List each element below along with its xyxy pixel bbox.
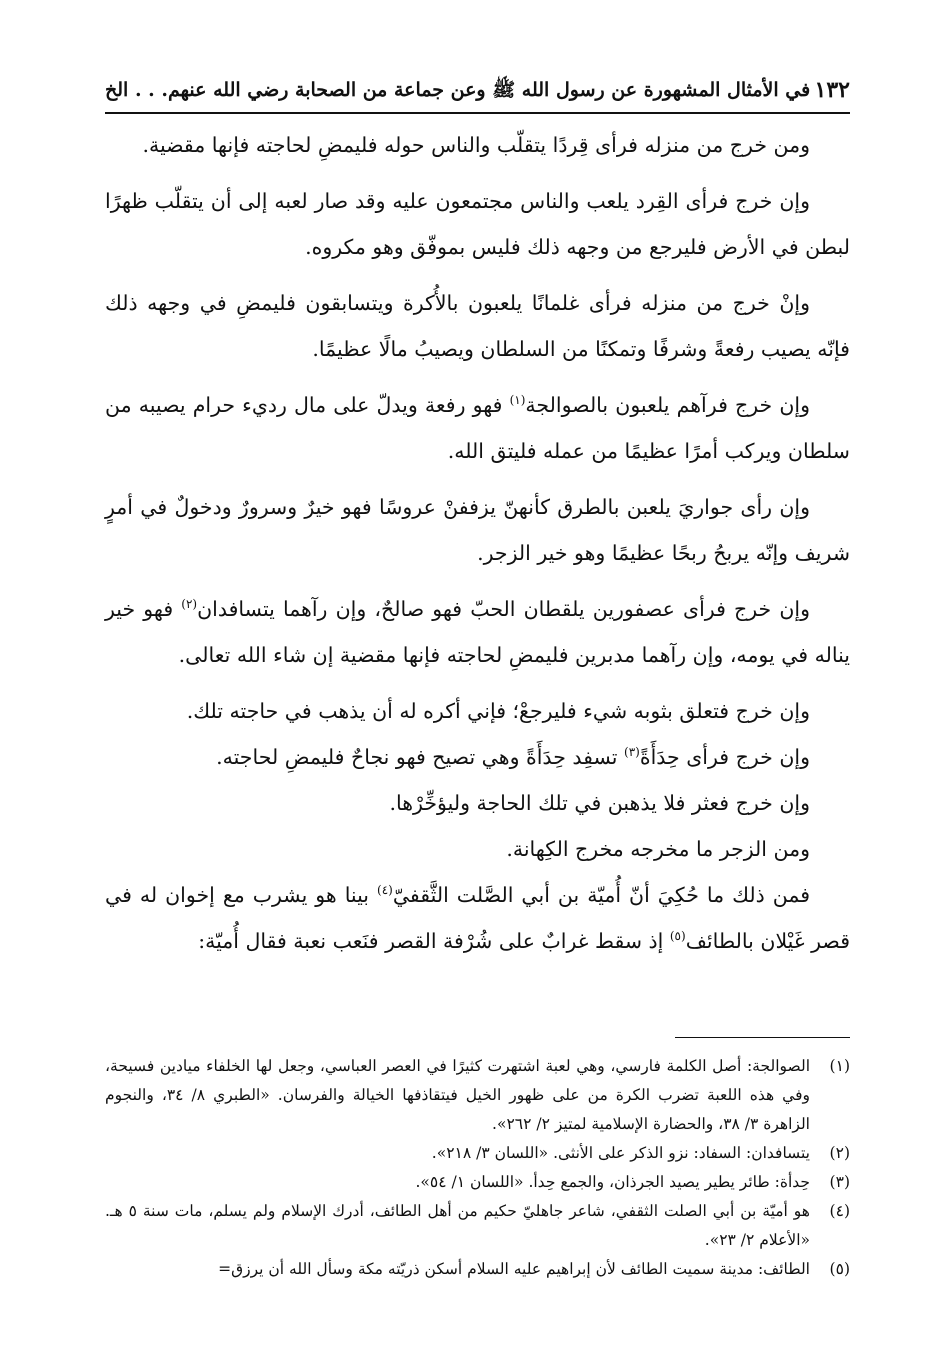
- footnote-text: حِدأة: طائر يطير يصيد الجرذان، والجمع حِدأ. «اللسان ١/ ٥٤».: [415, 1173, 810, 1191]
- footnote: [105, 1139, 850, 1168]
- footnote-number: (٥): [829, 1260, 850, 1278]
- paragraph: وإن رأى جواريَ يلعبن بالطرق كأنهنّ يزففنْ عروسًا فهو خيرٌ وسرورٌ ودخولٌ في أمرٍ شريف وإنّه يربحُ ربحًا عظيمًا وهو خير الزجر.: [105, 495, 850, 565]
- footnote-ref: (٥): [669, 929, 686, 944]
- footnote-ref: (٤): [377, 883, 393, 898]
- main-text: [105, 122, 850, 974]
- footnote-text: يتسافدان: السفاد: نزو الذكر على الأنثى. «اللسان ٣/ ٢١٨».: [431, 1144, 810, 1162]
- footnote-ref: (١): [509, 393, 526, 408]
- footnote: [105, 1197, 850, 1255]
- paragraph: وإن خرج فرأى القِرد يلعب والناس مجتمعون عليه وقد صار لعبه إلى أن يتقلّب ظهرًا لبطن في الأرض فليرجع من وجهه ذلك فليس بموفّق وهو مكروه.: [105, 189, 850, 259]
- footnote-ref: (٢): [181, 597, 198, 612]
- paragraph: [105, 734, 850, 780]
- footnote-number: (٣): [829, 1173, 850, 1191]
- paragraph-text: وإن خرج فرأى حِدَأَةً: [639, 745, 810, 769]
- footnote-ref: (٣): [624, 745, 640, 760]
- footnote: [105, 1052, 850, 1139]
- paragraph-text: تسفِد حِدَأَةً وهي تصيح فهو نجاحٌ فليمضِ لحاجته.: [216, 745, 625, 769]
- footnote: [105, 1255, 850, 1284]
- paragraph-text: بينا هو يشرب مع إخوان له في قصر غَيْلان بالطائف: [105, 883, 850, 953]
- page-number: ١٣٢: [814, 77, 850, 103]
- footnote-text: الصوالجة: أصل الكلمة فارسي، وهي لعبة اشتهرت كثيرًا في العصر العباسي، وجعل لها الخلفاء ميادين فسيحة، وفي هذه اللعبة تضرب الكرة من على ظهور الخيل فيتقاذفها الخيالة والفرسان. «الطبري ٨/ ٣٤، والنجوم الزاهرة ٣/ ٣٨، والحضارة الإسلامية لمتيز ٢/ ٢٦٢».: [105, 1057, 810, 1133]
- paragraph: وإنْ خرج من منزله فرأى غلمانًا يلعبون بالأُكرة ويتسابقون فليمضِ في وجهه ذلك فإنّه يصيب رفعةً وشرفًا وتمكنًا من السلطان ويصيبُ مالًا عظيمًا.: [105, 291, 850, 361]
- footnote-separator: [675, 1037, 850, 1038]
- running-header: [105, 70, 850, 110]
- paragraph-text: فهو خير يناله في يومه، وإن رآهما مدبرين فليمضِ لحاجته فإنها مقضية إن شاء الله تعالى.: [105, 597, 850, 667]
- footnotes: [105, 1052, 850, 1284]
- paragraph: ومن خرج من منزله فرأى قِردًا يتقلّب والناس حوله فليمضِ لحاجته فإنها مقضية.: [142, 133, 810, 157]
- paragraph: وإن خرج فتعلق بثوبه شيء فليرجعْ؛ فإني أكره له أن يذهب في حاجته تلك.: [186, 699, 810, 723]
- footnote-text: الطائف: مدينة سميت الطائف لأن إبراهيم عليه السلام أسكن ذريّته مكة وسأل الله أن يرزق=: [218, 1260, 810, 1278]
- footnote-number: (٤): [829, 1202, 850, 1220]
- footnote: [105, 1168, 850, 1197]
- footnote-text: هو أميّة بن أبي الصلت الثقفي، شاعر جاهليّ حكيم من أهل الطائف، أدرك الإسلام ولم يسلم، مات سنة ٥ هـ. «الأعلام ٢/ ٢٣».: [105, 1202, 810, 1249]
- paragraph: [105, 872, 850, 964]
- paragraph-text: وإن خرج فرأى عصفورين يلقطان الحبّ فهو صالحٌ، وإن رآهما يتسافدان: [197, 597, 810, 621]
- paragraph: [105, 382, 850, 474]
- running-title: في الأمثال المشهورة عن رسول الله ﷺ وعن جماعة من الصحابة رضي الله عنهم. . . الخ: [105, 78, 811, 101]
- paragraph: ومن الزجر ما مخرجه مخرج الكِهانة.: [506, 837, 810, 861]
- paragraph: [105, 586, 850, 678]
- paragraph: وإن خرج فعثر فلا يذهبن في تلك الحاجة وليؤخِّرْها.: [389, 791, 810, 815]
- paragraph-text: فمن ذلك ما حُكِيَ أنّ أُميّة بن أبي الصَّلت الثَّقفيّ: [392, 883, 810, 907]
- paragraph-text: إذ سقط غرابٌ على شُرْفة القصر فنَعب نعبة فقال أُميّة:: [198, 929, 670, 953]
- header-rule: [105, 112, 850, 114]
- paragraph-text: فهو رفعة ويدلّ على مال رديء حرام يصيبه من سلطان ويركب أمرًا عظيمًا من عمله فليتق الله.: [105, 393, 850, 463]
- paragraph-text: وإن خرج فرآهم يلعبون بالصوالجة: [525, 393, 810, 417]
- footnote-number: (١): [829, 1057, 850, 1075]
- footnote-number: (٢): [829, 1144, 850, 1162]
